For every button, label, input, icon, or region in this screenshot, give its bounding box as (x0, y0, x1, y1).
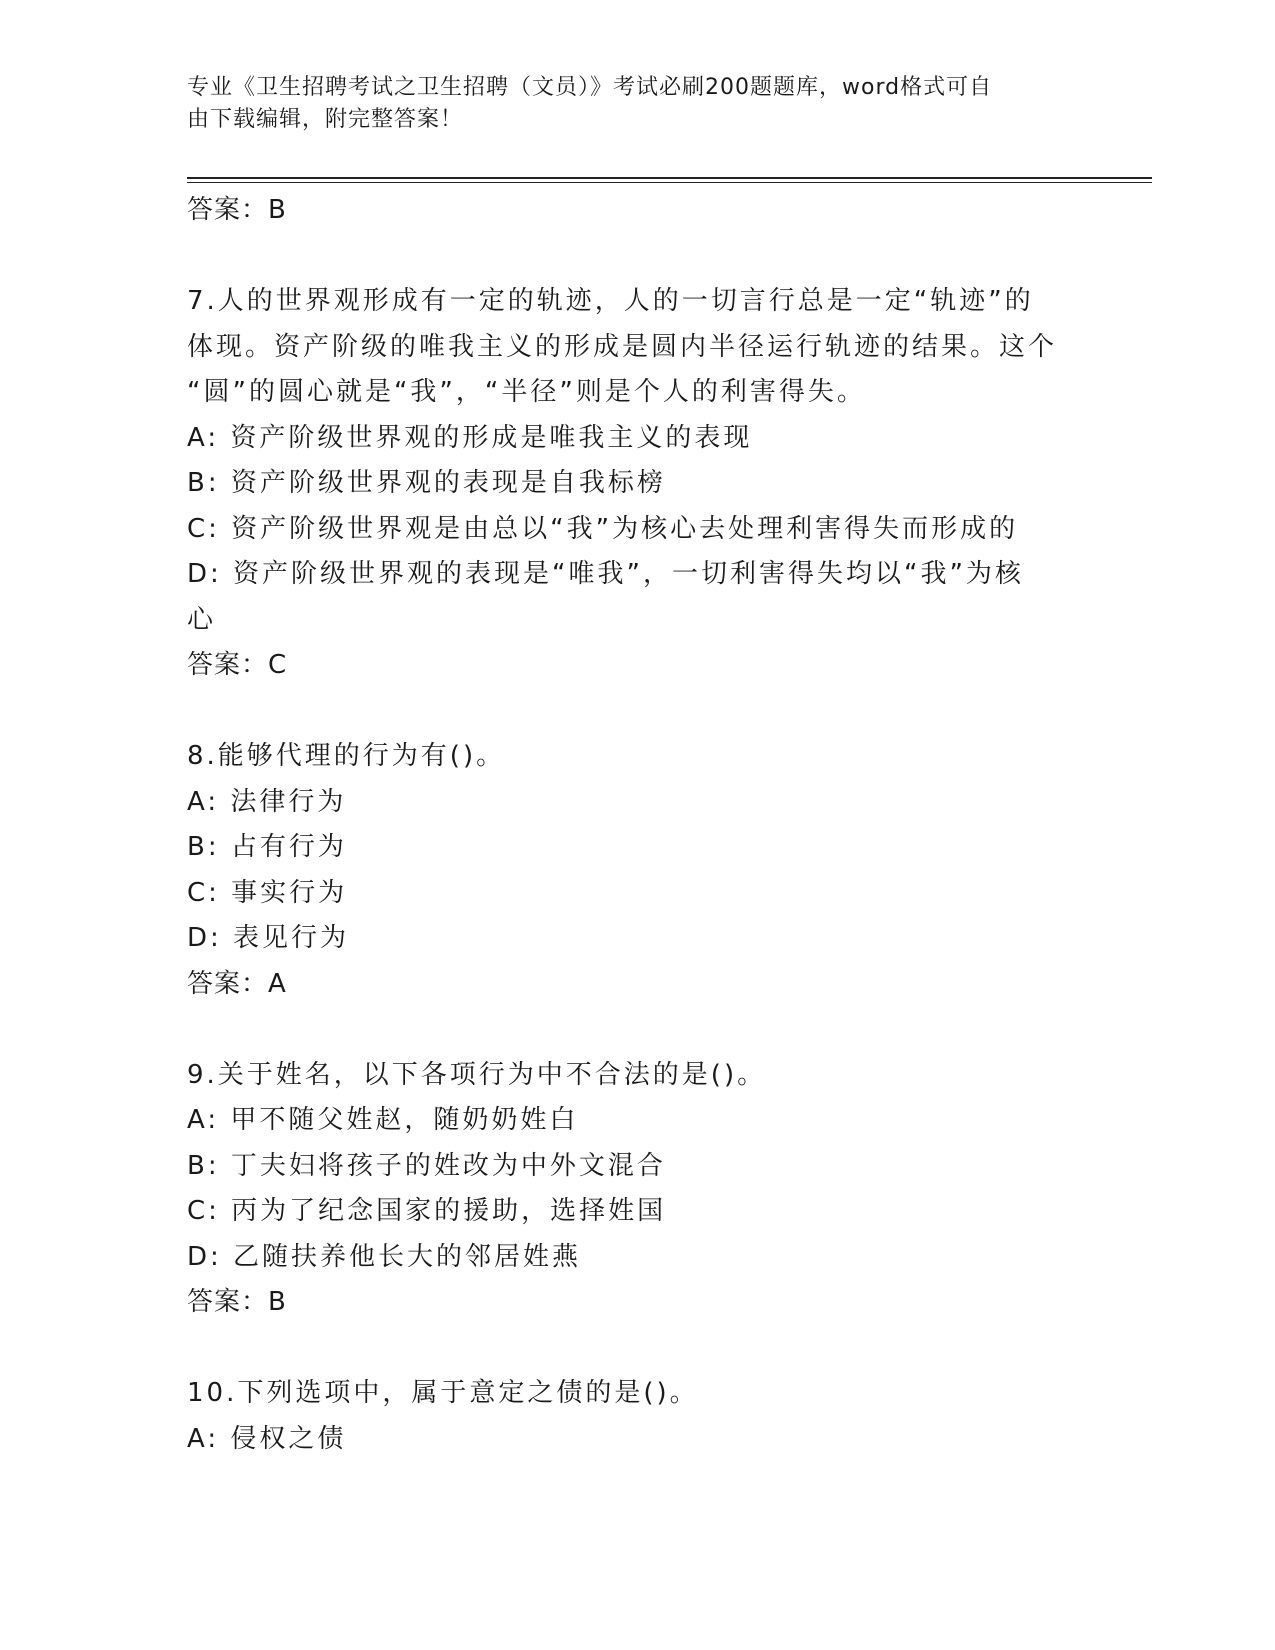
text-line: B: 占有行为 (187, 832, 347, 862)
text-line: 7.人的世界观形成有一定的轨迹，人的一切言行总是一定“轨迹”的 (187, 286, 1034, 316)
answer-line: 答案：B (187, 195, 287, 225)
text-line: A: 法律行为 (187, 786, 347, 817)
text-line: D: 资产阶级世界观的表现是“唯我”，一切利害得失均以“我”为核 (187, 559, 1024, 589)
answer-line: 答案：C (187, 650, 288, 680)
text-line: “圆”的圆心就是“我”，“半径”则是个人的利害得失。 (187, 377, 866, 407)
text-line: A: 资产阶级世界观的形成是唯我主义的表现 (187, 422, 753, 453)
text-line: B: 资产阶级世界观的表现是自我标榜 (187, 468, 666, 498)
answer-line: 答案：B (187, 1287, 287, 1317)
text-line: 心 (187, 604, 217, 635)
header-rule-thin (187, 182, 1152, 183)
answer-line: 答案：A (187, 968, 287, 999)
block-spacer (187, 689, 1087, 735)
text-line: B: 丁夫妇将孩子的姓改为中外文混合 (187, 1150, 666, 1181)
text-line: C: 事实行为 (187, 877, 348, 908)
text-line: 10.下列选项中，属于意定之债的是()。 (187, 1378, 699, 1408)
header-line-1: 专业《卫生招聘考试之卫生招聘（文员）》考试必刷200题题库，word格式可自 (187, 75, 993, 100)
document-header (187, 72, 1067, 136)
header-line-2: 由下载编辑，附完整答案！ (187, 107, 464, 132)
text-line: D: 乙随扶养他长大的邻居姓燕 (187, 1241, 582, 1272)
text-line: A: 侵权之债 (187, 1423, 347, 1454)
question-list (187, 188, 1087, 1462)
text-line: C: 资产阶级世界观是由总以“我”为核心去处理利害得失而形成的 (187, 513, 1019, 544)
text-line: 体现。资产阶级的唯我主义的形成是圆内半径运行轨迹的结果。这个 (187, 331, 1058, 362)
text-line: 9.关于姓名，以下各项行为中不合法的是()。 (187, 1059, 767, 1090)
text-line: A: 甲不随父姓赵，随奶奶姓白 (187, 1105, 579, 1135)
block-spacer (187, 1326, 1087, 1372)
block-spacer (187, 1007, 1087, 1053)
block-spacer (187, 234, 1087, 280)
text-line: C: 丙为了纪念国家的援助，选择姓国 (187, 1196, 667, 1226)
text-line: 8.能够代理的行为有()。 (187, 741, 506, 771)
text-line: D: 表见行为 (187, 923, 350, 953)
header-rule-thick (187, 177, 1152, 179)
